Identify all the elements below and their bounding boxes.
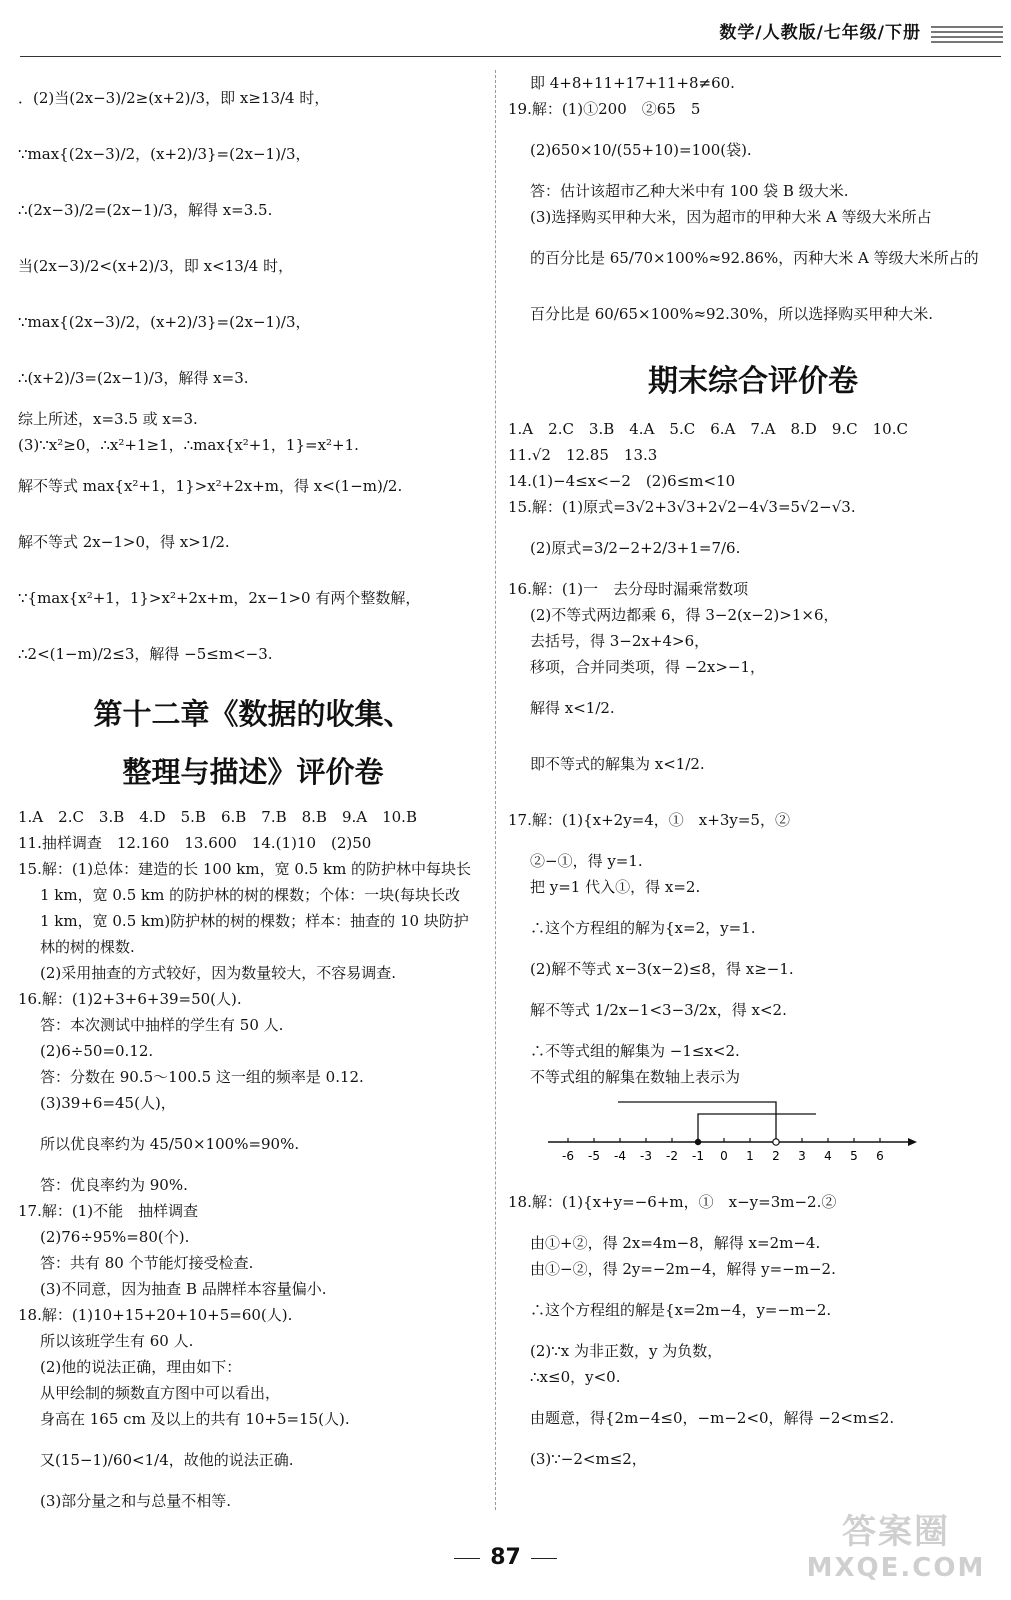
watermark-logo: 答案圈 MXQE.COM	[806, 1512, 986, 1583]
answer-line: 答：共有 80 个节能灯接受检查.	[40, 1254, 254, 1272]
closed-endpoint	[695, 1139, 701, 1145]
answer-line: 11.√2 12.85 13.3	[508, 446, 658, 464]
answer-line: ∵{max{x²+1，1}>x²+2x+m，2x−1>0 有两个整数解，	[18, 589, 421, 607]
answer-line: 答：优良率约为 90%.	[40, 1176, 188, 1194]
answer-line: 由题意，得{2m−4≤0，−m−2<0，解得 −2<m≤2.	[530, 1409, 895, 1427]
answer-line: 解不等式 2x−1>0，得 x>1/2.	[18, 533, 230, 551]
answer-line: 19.解：(1)①200 ②65 5	[508, 100, 701, 118]
section-title: 整理与描述》评价卷	[122, 755, 384, 789]
number-line-tick-label: -4	[614, 1149, 626, 1163]
solution-bracket-upper	[618, 1102, 776, 1142]
answer-line: 16.解：(1)一 去分母时漏乘常数项	[508, 580, 749, 598]
answer-line: 的百分比是 65/70×100%≈92.86%，丙种大米 A 等级大米所占的	[530, 249, 979, 267]
answer-line: 林的树的棵数.	[40, 938, 135, 956]
answer-line: ②−①，得 y=1.	[530, 852, 643, 870]
answer-line: 11.抽样调查 12.160 13.600 14.(1)10 (2)50	[18, 834, 372, 852]
answer-line: ∴不等式组的解集为 −1≤x<2.	[530, 1042, 740, 1060]
answer-line: 解得 x<1/2.	[530, 699, 615, 717]
answer-line: ∴(2x−3)/2=(2x−1)/3，解得 x=3.5.	[18, 201, 273, 219]
answer-line: 1.A 2.C 3.B 4.D 5.B 6.B 7.B 8.B 9.A 10.B	[18, 808, 417, 826]
left-column	[18, 70, 488, 1514]
column-divider	[495, 70, 496, 1510]
answer-line: ∴这个方程组的解是{x=2m−4，y=−m−2.	[530, 1301, 832, 1319]
answer-line: 18.解：(1)10+15+20+10+5=60(人).	[18, 1306, 293, 1324]
section-title: 第十二章《数据的收集、	[93, 697, 413, 731]
answer-line: (3)不同意，因为抽查 B 品牌样本容量偏小.	[40, 1280, 327, 1298]
answer-line: 18.解：(1){x+y=−6+m，① x−y=3m−2.②	[508, 1193, 837, 1211]
number-line-tick-label: 5	[850, 1149, 858, 1163]
header-rule	[20, 56, 1001, 57]
answer-line: (2)原式=3/2−2+2/3+1=7/6.	[530, 539, 741, 557]
answer-line: (2)他的说法正确，理由如下：	[40, 1358, 242, 1376]
answer-line: (3)选择购买甲种大米，因为超市的甲种大米 A 等级大米所占	[530, 208, 932, 226]
number-line-tick-label: -3	[640, 1149, 652, 1163]
answer-line: (2)76÷95%=80(个).	[40, 1228, 190, 1246]
section-title: 期末综合评价卷	[648, 364, 858, 399]
number-line-tick-label: 3	[798, 1149, 806, 1163]
answer-line: 由①−②，得 2y=−2m−4，解得 y=−m−2.	[530, 1260, 836, 1278]
answer-line: 16.解：(1)2+3+6+39=50(人).	[18, 990, 242, 1008]
answer-line: 又(15−1)/60<1/4，故他的说法正确.	[40, 1451, 294, 1469]
answer-line: ∵max{(2x−3)/2，(x+2)/3}=(2x−1)/3，	[18, 313, 311, 331]
number-line-figure	[548, 1096, 928, 1166]
answer-line: 1 km，宽 0.5 km)防护林的树的棵数；样本：抽查的 10 块防护	[40, 912, 469, 930]
answer-line: (3)部分量之和与总量不相等.	[40, 1492, 232, 1510]
answer-line: 解不等式 1/2x−1<3−3/2x，得 x<2.	[530, 1001, 787, 1019]
page-number: 87	[490, 1545, 521, 1570]
answer-line: 即不等式的解集为 x<1/2.	[530, 755, 705, 773]
answer-line: 答：估计该超市乙种大米中有 100 袋 B 级大米.	[530, 182, 849, 200]
number-line-tick-label: -2	[666, 1149, 678, 1163]
number-line-tick-label: 6	[876, 1149, 884, 1163]
answer-line: 1 km，宽 0.5 km 的防护林的树的棵数；个体：一块(每块长改	[40, 886, 460, 904]
number-line-tick-label: -5	[588, 1149, 600, 1163]
answer-line: 百分比是 60/65×100%≈92.30%，所以选择购买甲种大米.	[530, 305, 933, 323]
answer-line: 把 y=1 代入①，得 x=2.	[530, 878, 701, 896]
answer-line: 1.A 2.C 3.B 4.A 5.C 6.A 7.A 8.D 9.C 10.C	[508, 420, 908, 438]
answer-line: ∴这个方程组的解为{x=2，y=1.	[530, 919, 756, 937]
answer-line: (2)6÷50=0.12.	[40, 1042, 154, 1060]
answer-line: ∴2<(1−m)/2≤3，解得 −5≤m<−3.	[18, 645, 273, 663]
answer-line: (2)不等式两边都乘 6，得 3−2(x−2)>1×6，	[530, 606, 839, 624]
open-endpoint	[773, 1139, 779, 1145]
header-decoration	[931, 26, 1003, 46]
axis-arrow-icon	[908, 1138, 917, 1146]
solution-bracket-lower	[698, 1114, 816, 1142]
answer-line: 所以该班学生有 60 人.	[40, 1332, 194, 1350]
answer-line: 不等式组的解集在数轴上表示为	[530, 1068, 741, 1086]
answer-line: 移项，合并同类项，得 −2x>−1，	[530, 658, 766, 676]
answer-line: 由①+②，得 2x=4m−8，解得 x=2m−4.	[530, 1234, 821, 1252]
answer-line: (2)650×10/(55+10)=100(袋).	[530, 141, 752, 159]
answer-line: 14.(1)−4≤x<−2 (2)6≤m<10	[508, 472, 736, 490]
answer-line: (2)∵x 为非正数，y 为负数，	[530, 1342, 723, 1360]
number-line-tick-label: 4	[824, 1149, 832, 1163]
answer-line: 即 4+8+11+17+11+8≠60.	[530, 74, 735, 92]
number-line-tick-label: -6	[562, 1149, 574, 1163]
answer-line: 身高在 165 cm 及以上的共有 10+5=15(人).	[40, 1410, 350, 1428]
answer-line: 当(2x−3)/2<(x+2)/3，即 x<13/4 时，	[18, 257, 294, 275]
number-line-tick-label: 2	[772, 1149, 780, 1163]
answer-line: 答：本次测试中抽样的学生有 50 人.	[40, 1016, 284, 1034]
answer-line: (2)采用抽查的方式较好，因为数量较大，不容易调查.	[40, 964, 397, 982]
answer-line: ．(2)当(2x−3)/2≥(x+2)/3，即 x≥13/4 时，	[18, 89, 330, 107]
answer-line: (3)∵x²≥0，∴x²+1≥1，∴max{x²+1，1}=x²+1.	[18, 436, 359, 454]
number-line-tick-label: 0	[720, 1149, 728, 1163]
answer-line: 答：分数在 90.5～100.5 这一组的频率是 0.12.	[40, 1068, 364, 1086]
answer-line: 综上所述，x=3.5 或 x=3.	[18, 410, 198, 428]
answer-line: ∴x≤0，y<0.	[530, 1368, 621, 1386]
answer-line: (3)39+6=45(人)，	[40, 1094, 176, 1112]
answer-line: 去括号，得 3−2x+4>6，	[530, 632, 710, 650]
answer-line: 17.解：(1)不能 抽样调查	[18, 1202, 199, 1220]
answer-line: 15.解：(1)原式=3√2+3√3+2√2−4√3=5√2−√3.	[508, 498, 856, 516]
answer-line: 17.解：(1){x+2y=4，① x+3y=5，②	[508, 811, 790, 829]
answer-line: ∵max{(2x−3)/2，(x+2)/3}=(2x−1)/3，	[18, 145, 311, 163]
answer-line: 15.解：(1)总体：建造的长 100 km，宽 0.5 km 的防护林中每块长	[18, 860, 472, 878]
book-header-title: 数学/人教版/七年级/下册	[719, 23, 921, 43]
answer-line: ∴(x+2)/3=(2x−1)/3，解得 x=3.	[18, 369, 249, 387]
answer-line: 解不等式 max{x²+1，1}>x²+2x+m，得 x<(1−m)/2.	[18, 477, 403, 495]
answer-line: 所以优良率约为 45/50×100%=90%.	[40, 1135, 300, 1153]
answer-line: (3)∵−2<m≤2，	[530, 1450, 647, 1468]
answer-line: (2)解不等式 x−3(x−2)≤8，得 x≥−1.	[530, 960, 794, 978]
right-column	[508, 70, 998, 1472]
number-line-tick-label: -1	[692, 1149, 704, 1163]
number-line-tick-label: 1	[746, 1149, 754, 1163]
answer-line: 从甲绘制的频数直方图中可以看出，	[40, 1384, 281, 1402]
